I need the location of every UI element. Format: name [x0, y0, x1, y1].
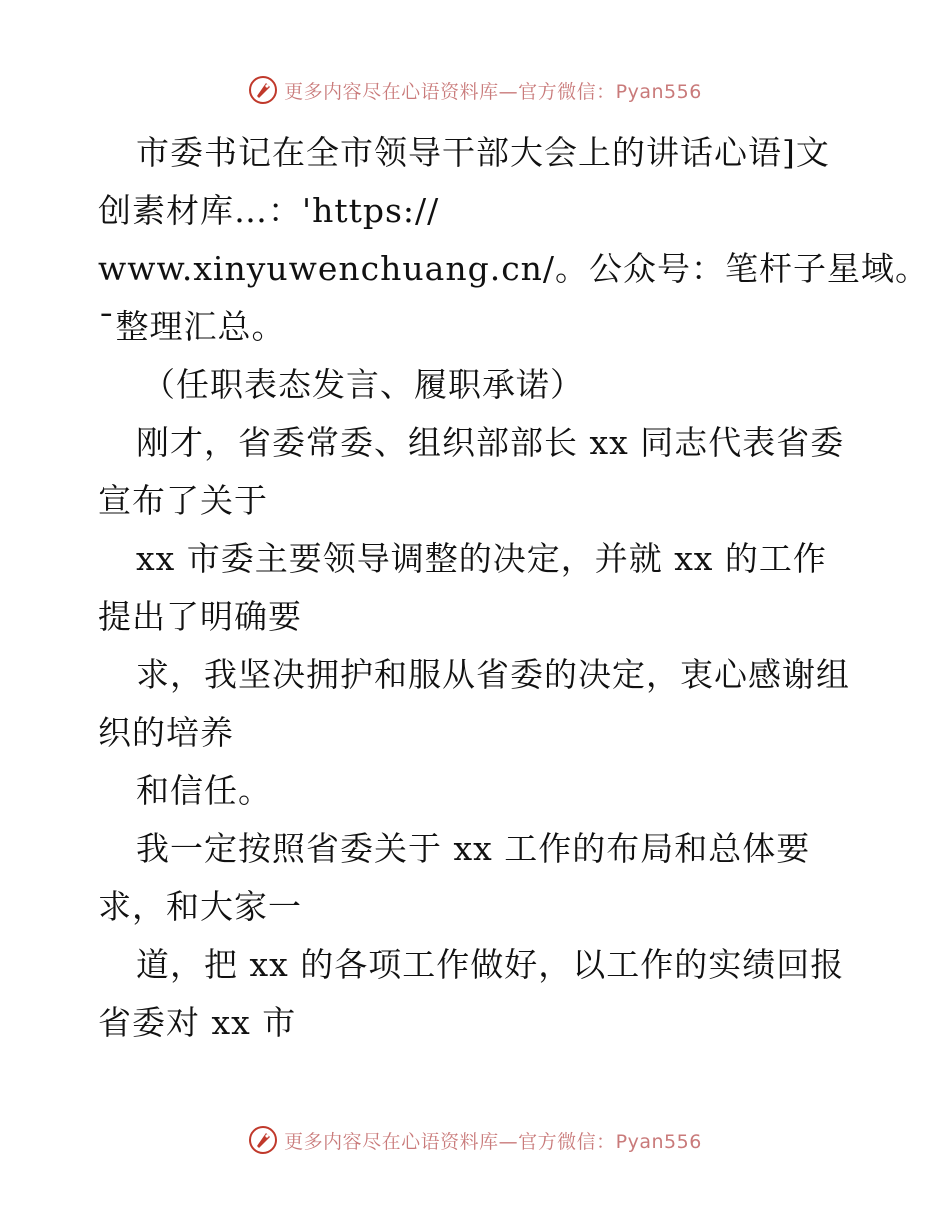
footer-banner-text: 更多内容尽在心语资料库—官方微信：Pyan556	[284, 1130, 702, 1153]
body-line: ¯整理汇总。	[98, 307, 286, 346]
body-line: 织的培养	[98, 713, 234, 752]
document-body	[98, 124, 930, 1052]
body-line: 我一定按照省委关于 xx 工作的布局和总体要	[136, 829, 811, 868]
body-line: 刚才，省委常委、组织部部长 xx 同志代表省委	[136, 423, 845, 462]
body-line: 和信任。	[136, 771, 272, 810]
pen-nib-logo-icon	[248, 1125, 278, 1155]
body-line: （任职表态发言、履职承诺）	[142, 365, 584, 404]
body-line: 省委对 xx 市	[98, 1003, 297, 1042]
footer-banner	[0, 1120, 950, 1160]
body-line: 市委书记在全市领导干部大会上的讲话心语]文	[136, 133, 830, 172]
body-line: 求，和大家一	[98, 887, 302, 926]
body-line: www.xinyuwenchuang.cn/。公众号：笔杆子星域。	[98, 249, 930, 288]
body-line: xx 市委主要领导调整的决定，并就 xx 的工作	[136, 539, 827, 578]
body-line: 提出了明确要	[98, 597, 302, 636]
body-line: 创素材库…：'https://	[98, 191, 440, 230]
body-line: 求，我坚决拥护和服从省委的决定，衷心感谢组	[136, 655, 850, 694]
body-line: 宣布了关于	[98, 481, 268, 520]
body-line: 道，把 xx 的各项工作做好，以工作的实绩回报	[136, 945, 845, 984]
header-banner-text: 更多内容尽在心语资料库—官方微信：Pyan556	[284, 80, 702, 103]
header-banner	[0, 70, 950, 110]
pen-nib-logo-icon	[248, 75, 278, 105]
